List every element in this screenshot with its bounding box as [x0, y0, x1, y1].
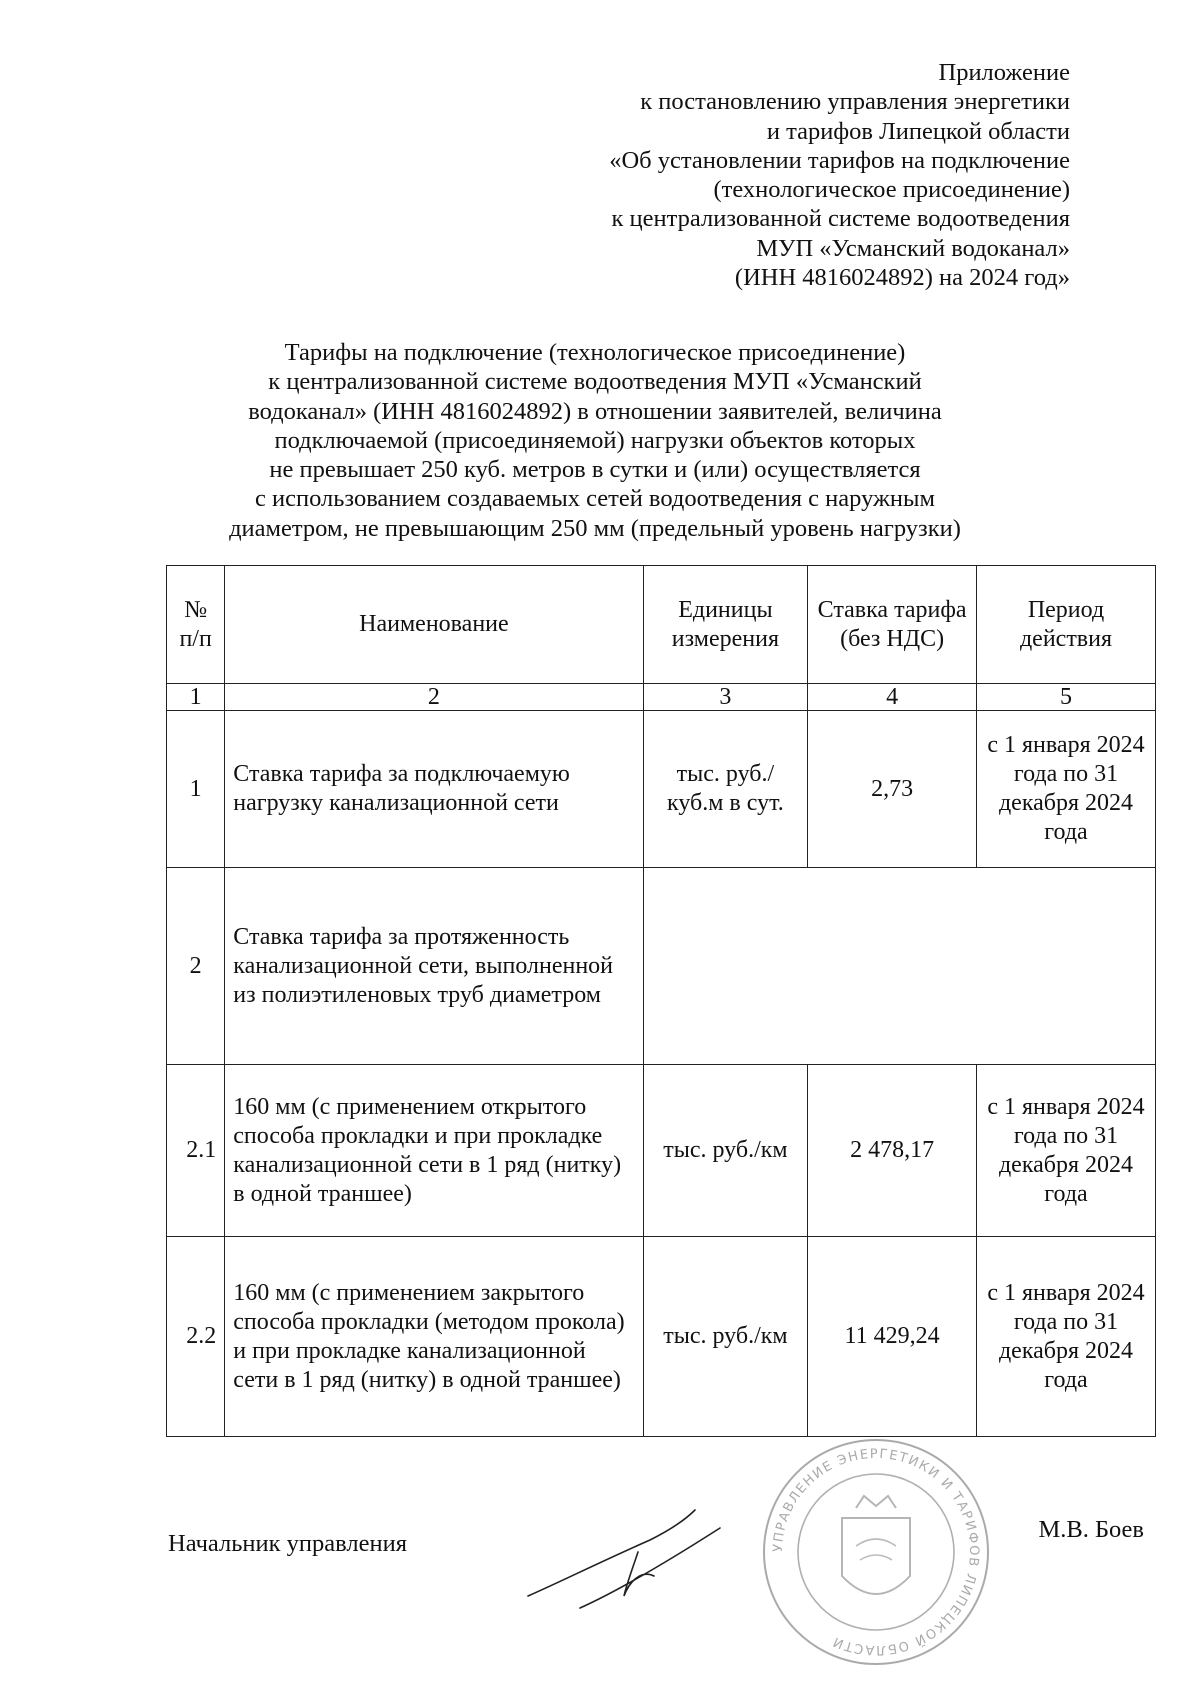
column-index: 4: [808, 684, 977, 711]
header-period: Период действия: [976, 566, 1155, 684]
row-num: 2.1: [167, 1065, 225, 1237]
row-name: 160 мм (с применением открытого способа прокладки и при прокладке канализационной сети в 1 ряд (нитку) в одной траншее): [225, 1065, 643, 1237]
header-line: к постановлению управления энергетики: [640, 88, 1070, 116]
column-index: 3: [643, 684, 808, 711]
title-line: водоканал» (ИНН 4816024892) в отношении заявителей, величина: [248, 397, 942, 425]
table-row: [167, 868, 1156, 1065]
tariff-table: [166, 565, 1156, 1437]
title-line: с использованием создаваемых сетей водоотведения с наружным: [254, 485, 936, 513]
row-unit: тыс. руб./км: [643, 1237, 808, 1437]
signatory-name: М.В. Боев: [1038, 1516, 1144, 1543]
header-name: Наименование: [225, 566, 643, 684]
row-name: Ставка тарифа за подключаемую нагрузку канализационной сети: [225, 711, 643, 868]
table-row: [167, 1065, 1156, 1237]
title-line: Тарифы на подключение (технологическое присоединение): [284, 339, 906, 366]
row-period: с 1 января 2024 года по 31 декабря 2024 года: [976, 1065, 1155, 1237]
title-line: к централизованной системе водоотведения МУП «Усманский: [268, 368, 922, 396]
header-rate: Ставка тарифа (без НДС): [808, 566, 977, 684]
header-line: (технологическое присоединение): [713, 176, 1070, 204]
header-num: № п/п: [167, 566, 225, 684]
column-index: 1: [167, 684, 225, 711]
table-header-row: [167, 566, 1156, 684]
row-unit: тыс. руб./км: [643, 1065, 808, 1237]
row-num: 2.2: [167, 1237, 225, 1437]
title-line: диаметром, не превышающим 250 мм (предельный уровень нагрузки): [229, 514, 961, 542]
row-unit: тыс. руб./ куб.м в сут.: [643, 711, 808, 868]
signature-icon: [520, 1500, 740, 1620]
header-line: МУП «Усманский водоканал»: [756, 234, 1070, 262]
row-rate: 2 478,17: [808, 1065, 977, 1237]
row-rate: 2,73: [808, 711, 977, 868]
column-index-row: [167, 684, 1156, 711]
header-line: «Об установлении тарифов на подключение: [609, 146, 1070, 174]
row-name: Ставка тарифа за протяженность канализационной сети, выполненной из полиэтиленовых труб диаметром: [225, 868, 643, 1065]
svg-text:УПРАВЛЕНИЕ ЭНЕРГЕТИКИ И ТАРИФО: [771, 1447, 981, 1657]
appendix-header: [609, 58, 1070, 292]
title-line: не превышает 250 куб. метров в сутки и (или) осуществляется: [269, 456, 921, 484]
title-line: подключаемой (присоединяемой) нагрузки объектов которых: [274, 426, 916, 454]
table-row: [167, 1237, 1156, 1437]
header-line: к централизованной системе водоотведения: [611, 205, 1070, 233]
header-line: Приложение: [938, 59, 1070, 86]
column-index: 2: [225, 684, 643, 711]
table-row: [167, 711, 1156, 868]
seal-ring-text: УПРАВЛЕНИЕ ЭНЕРГЕТИКИ И ТАРИФОВ ЛИПЕЦКОЙ ОБЛАСТИ: [770, 1446, 982, 1658]
document-title: [170, 338, 1020, 543]
row-rate: 11 429,24: [808, 1237, 977, 1437]
signatory-role: Начальник управления: [168, 1530, 407, 1557]
official-seal-icon: [760, 1436, 992, 1668]
row-empty-merged: [643, 868, 1155, 1065]
row-period: с 1 января 2024 года по 31 декабря 2024 года: [976, 1237, 1155, 1437]
column-index: 5: [976, 684, 1155, 711]
header-line: и тарифов Липецкой области: [766, 117, 1070, 145]
header-line: (ИНН 4816024892) на 2024 год»: [734, 264, 1070, 292]
row-num: 1: [167, 711, 225, 868]
row-period: с 1 января 2024 года по 31 декабря 2024 года: [976, 711, 1155, 868]
header-unit: Единицы измерения: [643, 566, 808, 684]
row-num: 2: [167, 868, 225, 1065]
row-name: 160 мм (с применением закрытого способа прокладки (методом прокола) и при прокладке канализационной сети в 1 ряд (нитку) в одной траншее): [225, 1237, 643, 1437]
